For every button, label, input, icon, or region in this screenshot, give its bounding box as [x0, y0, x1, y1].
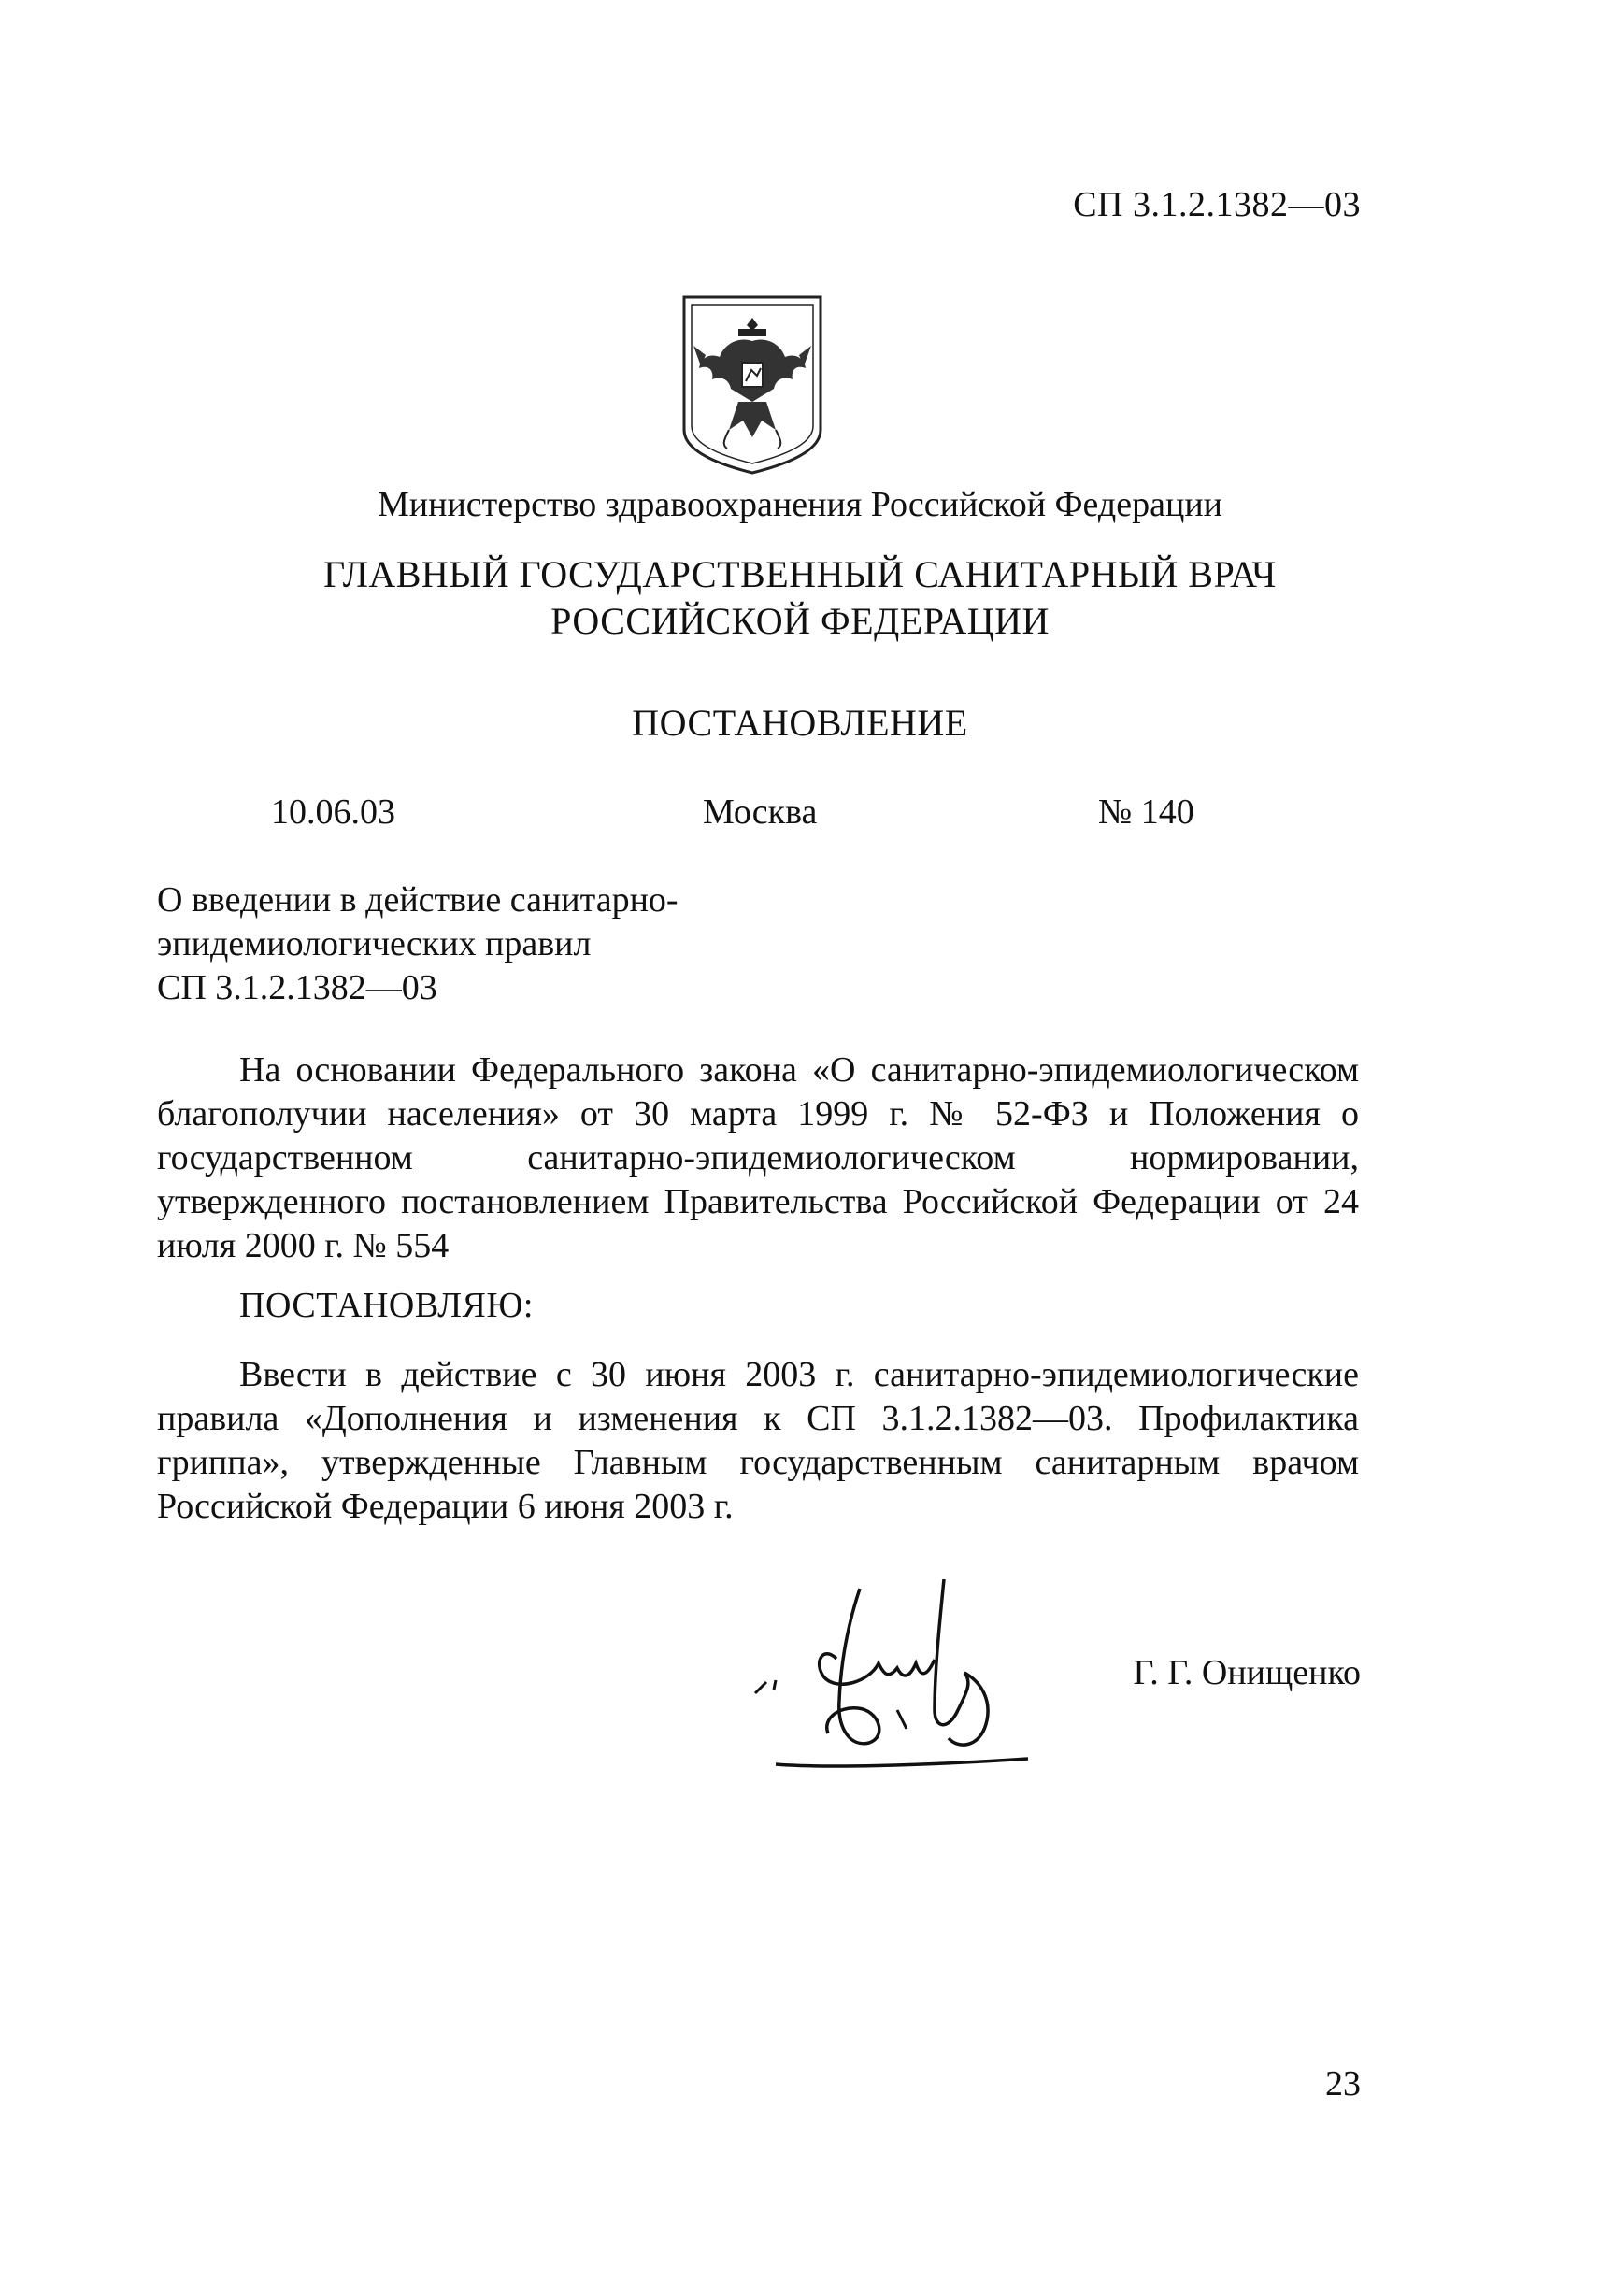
decree-city: Москва [703, 792, 818, 832]
resolve-heading: ПОСТАНОВЛЯЮ: [239, 1286, 534, 1325]
decree-heading: ПОСТАНОВЛЕНИЕ [632, 702, 968, 744]
page-number: 23 [1325, 2064, 1361, 2103]
document-code: СП 3.1.2.1382—03 [1073, 185, 1361, 224]
decree-subject [157, 878, 679, 1010]
issuer-title [0, 551, 1600, 645]
decree-date: 10.06.03 [271, 792, 395, 832]
order-paragraph: Ввести в действие с 30 июня 2003 г. санитарно-эпидемиологические правила «Дополнения и изменения к СП 3.1.2.1382—03. Профилактика гриппа», утвержденные Главным государственным санитарным врачом Российской Федерации 6 июня 2003 г. [157, 1355, 1359, 1526]
decree-number: № 140 [1098, 792, 1194, 832]
coat-of-arms-icon [673, 290, 832, 477]
subject-line-1: О введении в действие санитарно- [157, 880, 679, 920]
signature-icon [748, 1570, 1028, 1785]
subject-line-2: эпидемиологических правил [157, 924, 592, 963]
issuer-title-line-2: РОССИЙСКОЙ ФЕДЕРАЦИИ [550, 600, 1050, 642]
signer-name: Г. Г. Онищенко [1133, 1653, 1361, 1692]
subject-line-3: СП 3.1.2.1382—03 [157, 968, 437, 1007]
basis-paragraph: На основании Федерального закона «О санитарно-эпидемиологическом благополучии населения» от 30 марта 1999 г. № 52-ФЗ и Положения о государственном санитарно-эпидемиологическом нормировании, утвержденного постановлением Правительства Российской Федерации от 24 июля 2000 г. № 554 [157, 1050, 1359, 1265]
ministry-name: Министерство здравоохранения Российской Федерации [377, 485, 1222, 524]
issuer-title-line-1: ГЛАВНЫЙ ГОСУДАРСТВЕННЫЙ САНИТАРНЫЙ ВРАЧ [323, 553, 1277, 595]
